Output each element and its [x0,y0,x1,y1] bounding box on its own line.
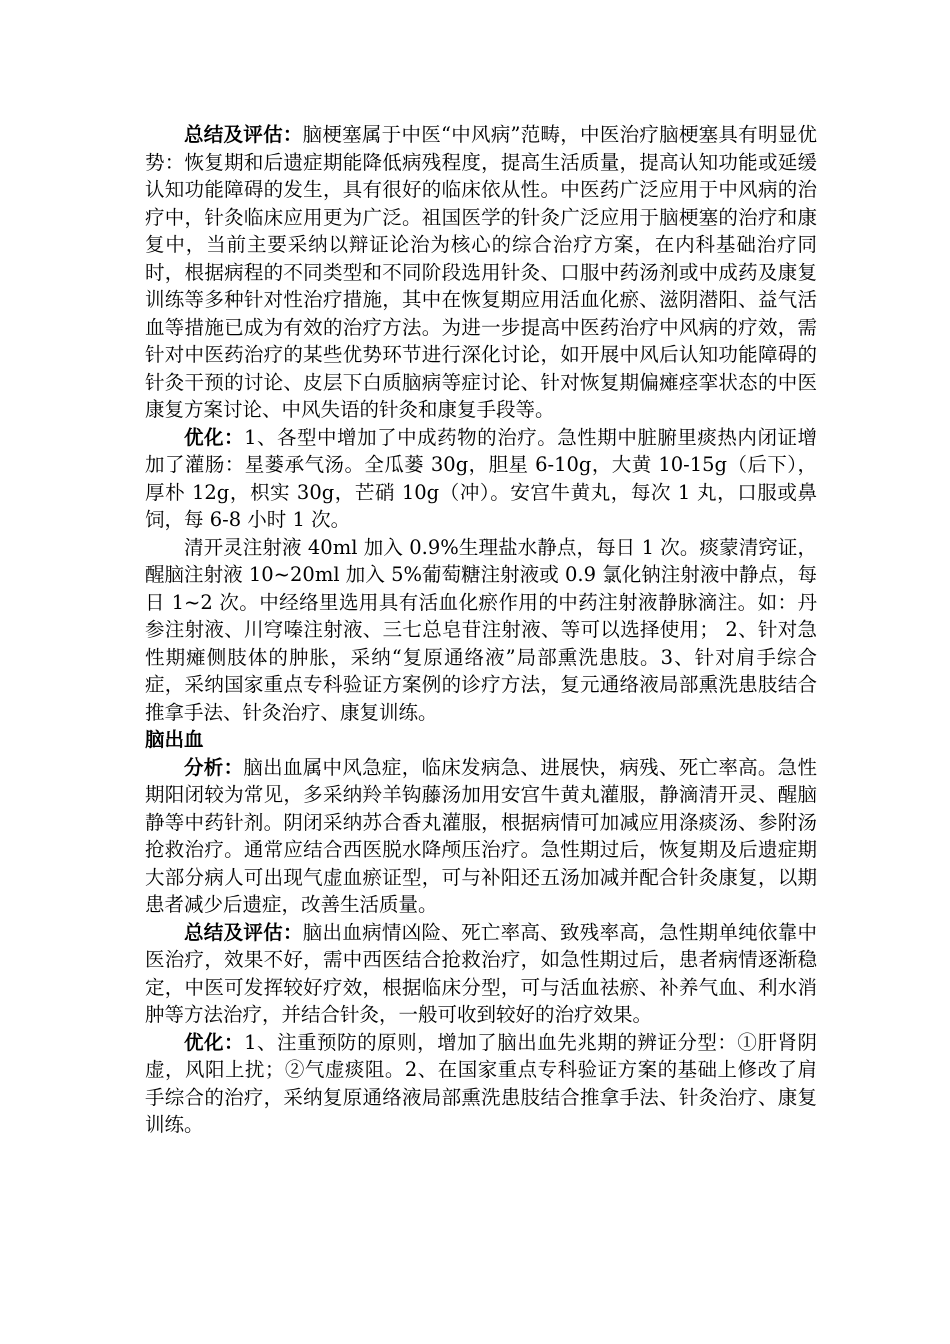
optimize-paragraph-cerebral-hemorrhage [145,1029,817,1139]
summary-paragraph-cerebral-hemorrhage [145,919,817,1029]
optimize-label: 优化： [184,425,245,449]
optimize-text: 1、注重预防的原则，增加了脑出血先兆期的辨证分型：①肝肾阴虚，风阳上扰；②气虚痰阻。2、在国家重点专科验证方案的基础上修改了肩手综合的治疗，采纳复原通络液局部熏洗患肢结合推拿手法、针灸治疗、康复训练。 [145,1030,817,1136]
optimize-label: 优化： [184,1030,245,1054]
analysis-text: 脑出血属中风急症，临床发病急、进展快，病残、死亡率高。急性期阳闭较为常见，多采纳羚羊钩藤汤加用安宫牛黄丸灌服，静滴清开灵、醒脑静等中药针剂。阴闭采纳苏合香丸灌服，根据病情可加减应用涤痰汤、参附汤抢救治疗。通常应结合西医脱水降颅压治疗。急性期过后，恢复期及后遗症期大部分病人可出现气虚血瘀证型，可与补阳还五汤加减并配合针灸康复，以期患者减少后遗症，改善生活质量。 [145,755,817,916]
section-heading-cerebral-hemorrhage: 脑出血 [145,728,204,751]
optimize-text: 1、各型中增加了中成药物的治疗。急性期中脏腑里痰热内闭证增加了灌肠：星蒌承气汤。全瓜蒌 30g，胆星 6-10g，大黄 10-15g（后下），厚朴 12g，枳实 30g，芒硝 10g（冲）。安宫牛黄丸，每次 1 丸，口服或鼻饲，每 6-8 小时 1 次。 [145,425,817,531]
analysis-label: 分析： [184,755,244,779]
injection-paragraph [145,534,817,727]
summary-text: 脑梗塞属于中医“中风病”范畴，中医治疗脑梗塞具有明显优势：恢复期和后遗症期能降低病残程度，提高生活质量，提高认知功能或延缓认知功能障碍的发生，具有很好的临床依从性。中医药广泛应用于中风病的治疗中，针灸临床应用更为广泛。祖国医学的针灸广泛应用于脑梗塞的治疗和康复中，当前主要采纳以辩证论治为核心的综合治疗方案，在内科基础治疗同时，根据病程的不同类型和不同阶段选用针灸、口服中药汤剂或中成药及康复训练等多种针对性治疗措施，其中在恢复期应用活血化瘀、滋阴潜阳、益气活血等措施已成为有效的治疗方法。为进一步提高中医药治疗中风病的疗效，需针对中医药治疗的某些优势环节进行深化讨论，如开展中风后认知功能障碍的针灸干预的讨论、皮层下白质脑病等症讨论、针对恢复期偏瘫痉挛状态的中医康复方案讨论、中风失语的针灸和康复手段等。 [145,123,817,421]
summary-label: 总结及评估： [184,920,303,944]
document-page [145,121,817,1139]
summary-paragraph-cerebral-infarction [145,121,817,424]
summary-text: 脑出血病情凶险、死亡率高、致残率高，急性期单纯依靠中医治疗，效果不好，需中西医结合抢救治疗，如急性期过后，患者病情逐渐稳定，中医可发挥较好疗效，根据临床分型，可与活血祛瘀、补养气血、利水消肿等方法治疗，并结合针灸，一般可收到较好的治疗效果。 [145,920,817,1026]
analysis-paragraph [145,754,817,919]
injection-text: 清开灵注射液 40ml 加入 0.9%生理盐水静点，每日 1 次。痰蒙清窍证，醒脑注射液 10~20ml 加入 5%葡萄糖注射液或 0.9 氯化钠注射液中静点，每日 1~2 次。中经络里选用具有活血化瘀作用的中药注射液静脉滴注。如：丹参注射液、川穹嗪注射液、三七总皂苷注射液、等可以选择使用； 2、针对急性期瘫侧肢体的肿胀，采纳“复原通络液”局部熏洗患肢。3、针对肩手综合症，采纳国家重点专科验证方案例的诊疗方法，复元通络液局部熏洗患肢结合推拿手法、针灸治疗、康复训练。 [145,535,817,724]
optimize-paragraph-cerebral-infarction [145,424,817,534]
summary-label: 总结及评估： [184,123,303,146]
